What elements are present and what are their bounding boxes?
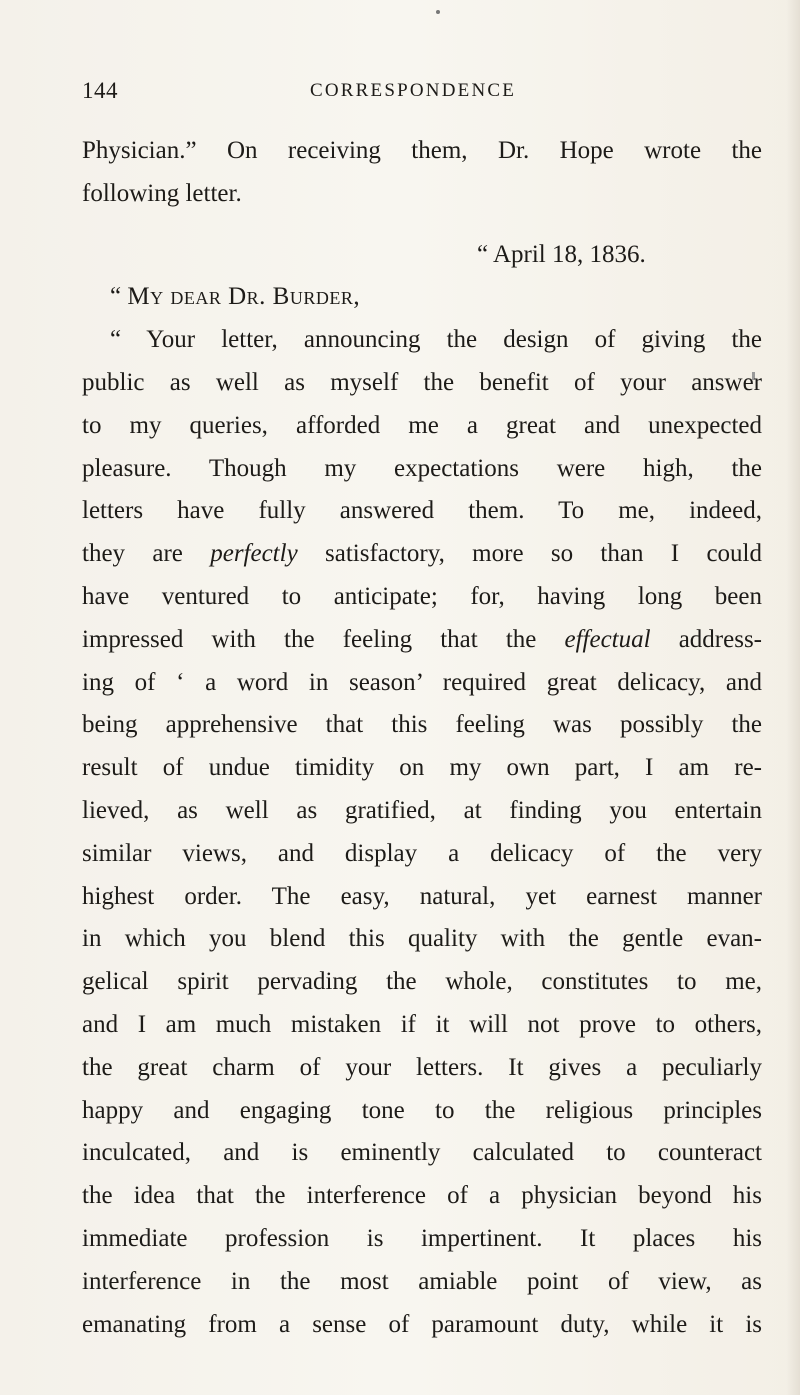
text-line: similar views, and display a delicacy of the very (82, 839, 762, 867)
text-line: immediate profession is impertinent. It places his (82, 1224, 762, 1252)
text-line: lieved, as well as gratified, at finding you entertain (82, 796, 762, 824)
text-line: public as well as myself the benefit of your answer (82, 368, 762, 396)
print-speck (436, 10, 440, 14)
page-header (82, 78, 742, 118)
italic-word: perfectly (210, 540, 298, 568)
text-line: gelical spirit pervading the whole, constitutes to me, (82, 968, 762, 996)
text-line (82, 619, 762, 662)
salutation-text: My dear Dr. Burder, (127, 283, 361, 311)
text-line (82, 533, 762, 576)
body-text (82, 130, 762, 1346)
letter-date: “ April 18, 1836. (477, 240, 646, 268)
italic-word: effectual (564, 625, 651, 653)
running-head: CORRESPONDENCE (310, 80, 517, 101)
text-line: ing of ‘ a word in season’ required great delicacy, and (82, 668, 762, 696)
text-line: “ Your letter, announcing the design of giving the (110, 326, 762, 354)
page-edge-shadow (786, 0, 800, 1395)
text-line: in which you blend this quality with the gentle evan- (82, 925, 762, 953)
text-segment: satisfactory, more so than I could (297, 540, 762, 568)
text-line: following letter. (82, 179, 242, 207)
text-line: being apprehensive that this feeling was possibly the (82, 711, 762, 739)
text-line: result of undue timidity on my own part, I am re- (82, 754, 762, 782)
text-line: letters have fully answered them. To me, indeed, (82, 497, 762, 525)
text-segment: address- (650, 625, 762, 653)
text-segment: impressed with the feeling that the (82, 625, 565, 653)
text-line: interference in the most amiable point of view, as (82, 1267, 762, 1295)
text-line: pleasure. Though my expectations were high, the (82, 454, 762, 482)
text-line: inculcated, and is eminently calculated to counteract (82, 1139, 762, 1167)
text-line: the great charm of your letters. It gives a peculiarly (82, 1053, 762, 1081)
text-line: Physician.” On receiving them, Dr. Hope wrote the (82, 137, 762, 164)
text-line: the idea that the interference of a physician beyond his (82, 1182, 762, 1210)
text-line: highest order. The easy, natural, yet earnest manner (82, 882, 762, 910)
text-line: have ventured to anticipate; for, having long been (82, 582, 762, 610)
text-line: and I am much mistaken if it will not prove to others, (82, 1010, 762, 1038)
text-line: emanating from a sense of paramount duty, while it is (82, 1310, 762, 1338)
letter-salutation (82, 276, 762, 319)
text-segment: they are (82, 540, 211, 568)
salutation-quote: “ (110, 283, 128, 311)
text-line: to my queries, afforded me a great and unexpected (82, 411, 762, 439)
page-number: 144 (82, 78, 118, 103)
text-line: happy and engaging tone to the religious principles (82, 1096, 762, 1124)
